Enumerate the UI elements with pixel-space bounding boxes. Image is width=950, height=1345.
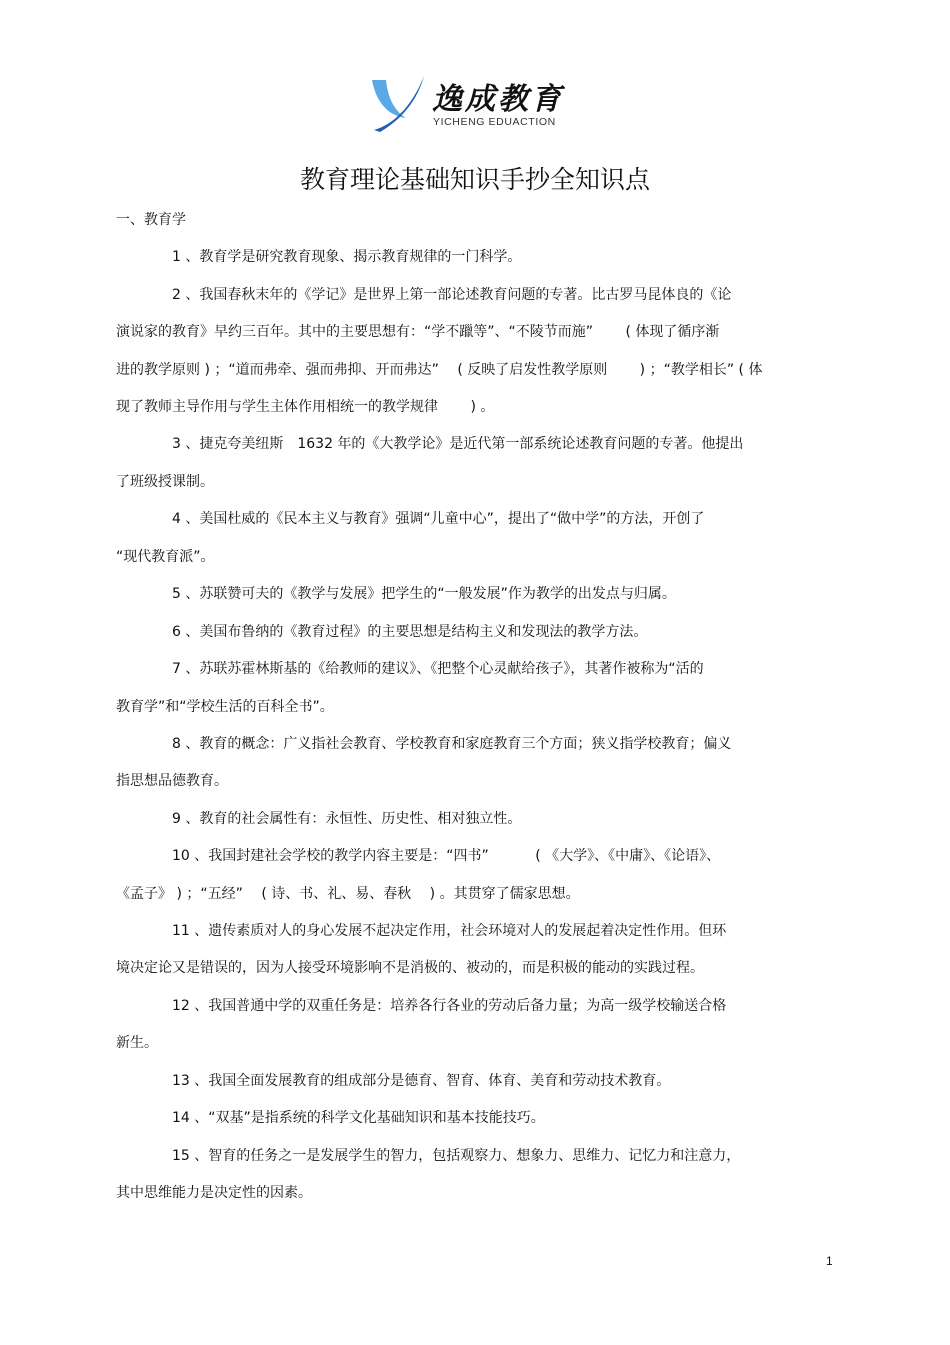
page-number: 1 xyxy=(826,1254,833,1268)
logo-english-text: YICHENG EDUACTION xyxy=(433,116,556,128)
paragraph-line: 10 、我国封建社会学校的教学内容主要是：“四书” ( 《大学》、《中庸》、《论语》、 xyxy=(172,848,721,864)
paragraph-line: 1 、教育学是研究教育现象、揭示教育规律的一门科学。 xyxy=(172,249,522,265)
paragraph-line: 进的教学原则 ) ；“道而弗牵、强而弗抑、开而弗达” ( 反映了启发性教学原则 ) ；“教学相长” ( 体 xyxy=(116,362,763,378)
paragraph-line: 8 、教育的概念：广义指社会教育、学校教育和家庭教育三个方面；狭义指学校教育；偏义 xyxy=(172,736,732,752)
paragraph-line: 2 、我国春秋末年的《学记》是世界上第一部论述教育问题的专著。比古罗马昆体良的《论 xyxy=(172,287,732,303)
paragraph-line: 新生。 xyxy=(116,1035,158,1051)
paragraph-line: 6 、美国布鲁纳的《教育过程》的主要思想是结构主义和发现法的教学方法。 xyxy=(172,624,648,640)
logo-chinese-text: 逸成教育 xyxy=(432,82,564,117)
paragraph-line: 境决定论又是错误的，因为人接受环境影响不是消极的、被动的，而是积极的能动的实践过程。 xyxy=(116,960,704,976)
paragraph-line: 4 、美国杜威的《民本主义与教育》强调“儿童中心”，提出了“做中学”的方法，开创了 xyxy=(172,511,705,527)
paragraph-line: 《孟子》 ) ；“五经” ( 诗、书、礼、易、春秋 ) 。其贯穿了儒家思想。 xyxy=(116,886,580,902)
paragraph-line: 教育学”和“学校生活的百科全书”。 xyxy=(116,699,334,715)
paragraph-line: 7 、苏联苏霍林斯基的《给教师的建议》、《把整个心灵献给孩子》，其著作被称为“活的 xyxy=(172,661,704,677)
paragraph-line: “现代教育派”。 xyxy=(116,549,215,565)
paragraph-line: 14 、“双基”是指系统的科学文化基础知识和基本技能技巧。 xyxy=(172,1110,545,1126)
paragraph-line: 9 、教育的社会属性有：永恒性、历史性、相对独立性。 xyxy=(172,811,522,827)
paragraph-line: 了班级授课制。 xyxy=(116,474,214,490)
document-title: 教育理论基础知识手抄全知识点 xyxy=(299,165,650,194)
paragraph-line: 13 、我国全面发展教育的组成部分是德育、智育、体育、美育和劳动技术教育。 xyxy=(172,1073,671,1089)
paragraph-line: 12 、我国普通中学的双重任务是：培养各行各业的劳动后备力量；为高一级学校输送合格 xyxy=(172,998,727,1014)
logo xyxy=(366,72,596,134)
paragraph-line: 3 、捷克夸美纽斯 1632 年的《大教学论》是近代第一部系统论述教育问题的专著。他提出 xyxy=(172,436,744,452)
paragraph-line: 11 、遗传素质对人的身心发展不起决定作用，社会环境对人的发展起着决定性作用。但环 xyxy=(172,923,727,939)
logo-swoosh-icon xyxy=(366,72,430,134)
paragraph-line: 5 、苏联赞可夫的《教学与发展》把学生的“一般发展”作为教学的出发点与归属。 xyxy=(172,586,676,602)
paragraph-line: 15 、智育的任务之一是发展学生的智力，包括观察力、想象力、思维力、记忆力和注意力， xyxy=(172,1148,741,1164)
paragraph-line: 其中思维能力是决定性的因素。 xyxy=(116,1185,312,1201)
section-heading: 一、教育学 xyxy=(116,212,186,228)
paragraph-line: 演说家的教育》早约三百年。其中的主要思想有：“学不躐等”、“不陵节而施” ( 体现了循序渐 xyxy=(116,324,720,340)
paragraph-line: 现了教师主导作用与学生主体作用相统一的教学规律 ) 。 xyxy=(116,399,495,415)
paragraph-line: 指思想品德教育。 xyxy=(116,773,228,789)
